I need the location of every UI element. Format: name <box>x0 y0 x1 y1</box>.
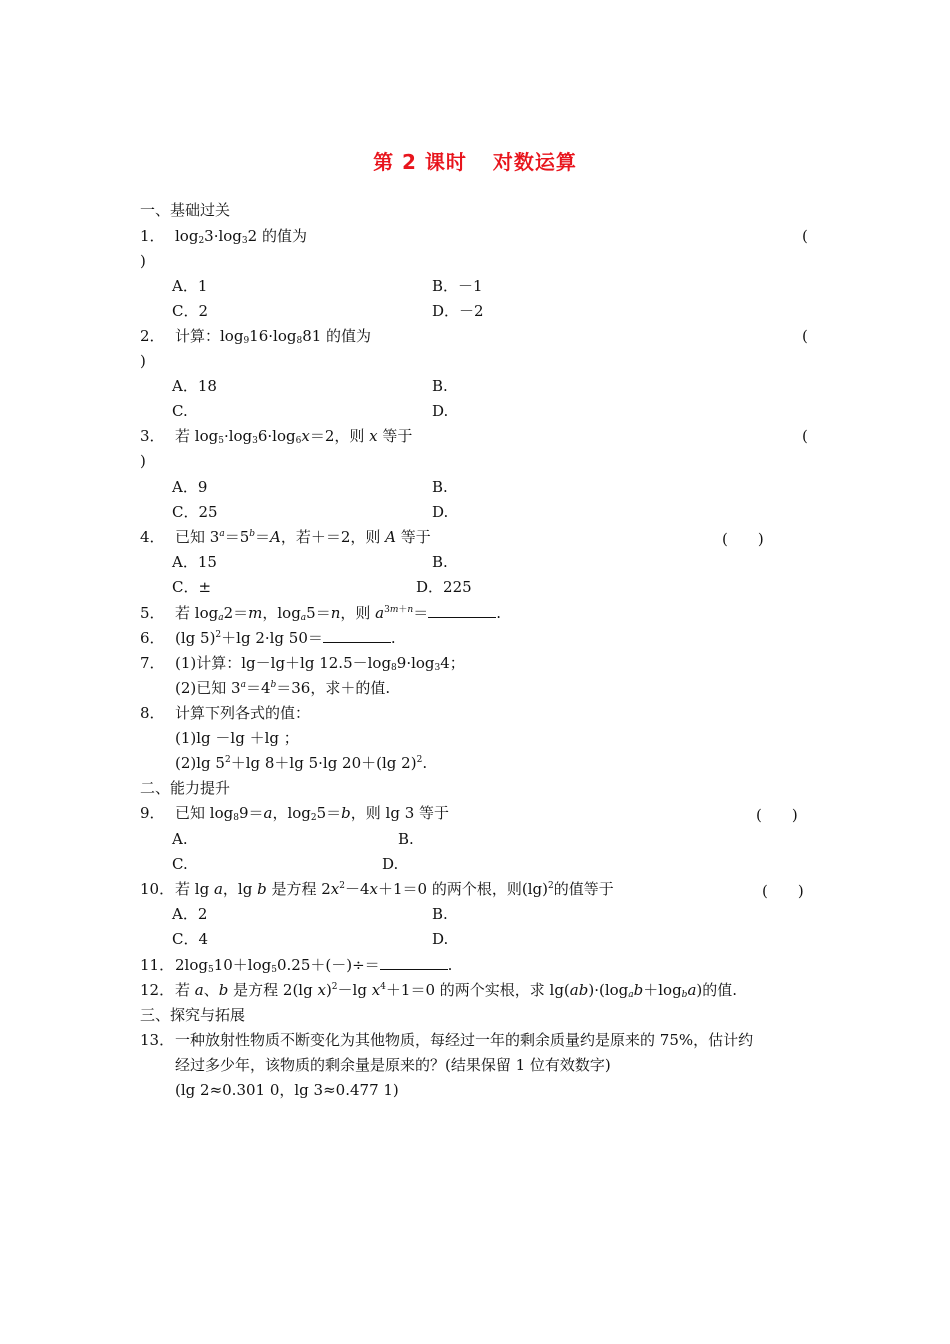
q11-stem: $2\log_510+\log_50.25+(-)\div=$ . <box>175 956 453 975</box>
section-heading-advanced: 二、能力提升 <box>140 779 231 797</box>
q2-paren-close: ) <box>140 352 146 370</box>
q3-option-a: A．9 <box>172 478 208 496</box>
q3-paren-close: ) <box>140 452 146 470</box>
q4-answer-paren: ( ) <box>722 530 764 548</box>
q13-line1: 一种放射性物质不断变化为其他物质，每经过一年的剩余质量约是原来的 75%，估计约 <box>175 1031 754 1049</box>
q9-option-d: D. <box>382 855 399 873</box>
q9-stem: 已知 $\log_89=a$，$\log_25=b$，则 lg 3 等于 <box>175 804 450 823</box>
q2-option-b: B. <box>432 377 448 395</box>
q4-option-b: B. <box>432 553 448 571</box>
q8-part1: (1)lg －lg ＋lg ； <box>175 729 299 747</box>
q3-stem: 若 $\log_5\cdot\log_36\cdot\log_6x=2$，则 x 等于 <box>175 427 413 446</box>
q4-option-a: A．15 <box>172 553 217 571</box>
q3-option-b: B. <box>432 478 448 496</box>
section-heading-explore: 三、探究与拓展 <box>140 1006 246 1024</box>
q2-number: 2． <box>140 327 165 345</box>
q5-answer-blank[interactable] <box>428 605 496 618</box>
q9-option-c: C. <box>172 855 188 873</box>
q10-option-a: A．2 <box>172 905 208 923</box>
q1-paren-close: ) <box>140 252 146 270</box>
q1-number: 1． <box>140 227 165 245</box>
title-lesson: 第 2 课时 <box>373 150 467 174</box>
q9-number: 9． <box>140 804 165 822</box>
q8-part2: (2)lg $5^2+\lg$ 8＋lg 5·lg 20＋(lg 2)$^2$. <box>175 754 428 772</box>
q10-number: 10． <box>140 880 175 898</box>
q2-stem: 计算：$\log_916\cdot\log_881$ 的值为 <box>175 327 372 346</box>
q7-part2: (2)已知 $3^a=4^b=36$，求＋的值. <box>175 679 391 697</box>
q9-answer-paren: ( ) <box>756 806 798 824</box>
q12-stem: 若 a、b 是方程 2(lg x)$^2$－lg $x^4+1=0$ 的两个实根，求 $\lg(ab)\cdot(\log_ab+\log_ba)$的值. <box>175 981 738 1000</box>
q2-paren-open: ( <box>802 327 808 345</box>
q7-part1: (1)计算：lg－lg＋lg $12.5-\log_89\cdot\log_34$； <box>175 654 465 673</box>
q5-number: 5． <box>140 604 165 622</box>
q4-option-d: D．225 <box>416 578 472 596</box>
q1-stem: $\log_23\cdot\log_32$ 的值为 <box>175 227 307 246</box>
q2-option-d: D. <box>432 402 449 420</box>
q1-option-a: A．1 <box>172 277 208 295</box>
section-heading-basic: 一、基础过关 <box>140 201 231 219</box>
q2-option-a: A．18 <box>172 377 217 395</box>
q6-answer-blank[interactable] <box>323 630 391 643</box>
q3-number: 3． <box>140 427 165 445</box>
title-topic: 对数运算 <box>492 150 577 174</box>
q4-stem: 已知 $3^a=5^b=A$，若＋＝2，则 A 等于 <box>175 528 431 546</box>
q5-stem: 若 $\log_a2=m$，$\log_a5=n$，则 $a^{3m+n}=$ . <box>175 604 502 623</box>
q10-option-c: C．4 <box>172 930 209 948</box>
q12-number: 12． <box>140 981 175 999</box>
q6-stem: (lg 5)$^2$＋lg 2·lg 50＝ . <box>175 629 396 647</box>
q10-stem: 若 lg a，lg b 是方程 $2x^2-4x+1=0$ 的两个根，则$(\lg)^2$的值等于 <box>175 880 614 898</box>
q4-option-c: C．± <box>172 578 212 596</box>
q8-stem: 计算下列各式的值： <box>175 704 311 722</box>
q6-number: 6． <box>140 629 165 647</box>
q11-answer-blank[interactable] <box>380 957 448 970</box>
q8-number: 8． <box>140 704 165 722</box>
q13-hint: (lg 2≈0.301 0，lg 3≈0.477 1) <box>175 1081 399 1099</box>
q11-number: 11． <box>140 956 175 974</box>
q13-line2: 经过多少年，该物质的剩余量是原来的？(结果保留 1 位有效数字) <box>175 1056 611 1074</box>
q2-option-c: C. <box>172 402 188 420</box>
q7-number: 7． <box>140 654 165 672</box>
q1-paren-open: ( <box>802 227 808 245</box>
q9-option-b: B. <box>398 830 414 848</box>
q1-option-b: B．－1 <box>432 277 483 295</box>
q3-option-c: C．25 <box>172 503 218 521</box>
page-title <box>0 146 950 175</box>
q13-number: 13． <box>140 1031 175 1049</box>
q10-answer-paren: ( ) <box>762 882 804 900</box>
q3-option-d: D. <box>432 503 449 521</box>
q1-option-c: C．2 <box>172 302 209 320</box>
q4-number: 4． <box>140 528 165 546</box>
q3-paren-open: ( <box>802 427 808 445</box>
q1-option-d: D．－2 <box>432 302 484 320</box>
q9-option-a: A. <box>172 830 188 848</box>
q10-option-d: D. <box>432 930 449 948</box>
q10-option-b: B. <box>432 905 448 923</box>
